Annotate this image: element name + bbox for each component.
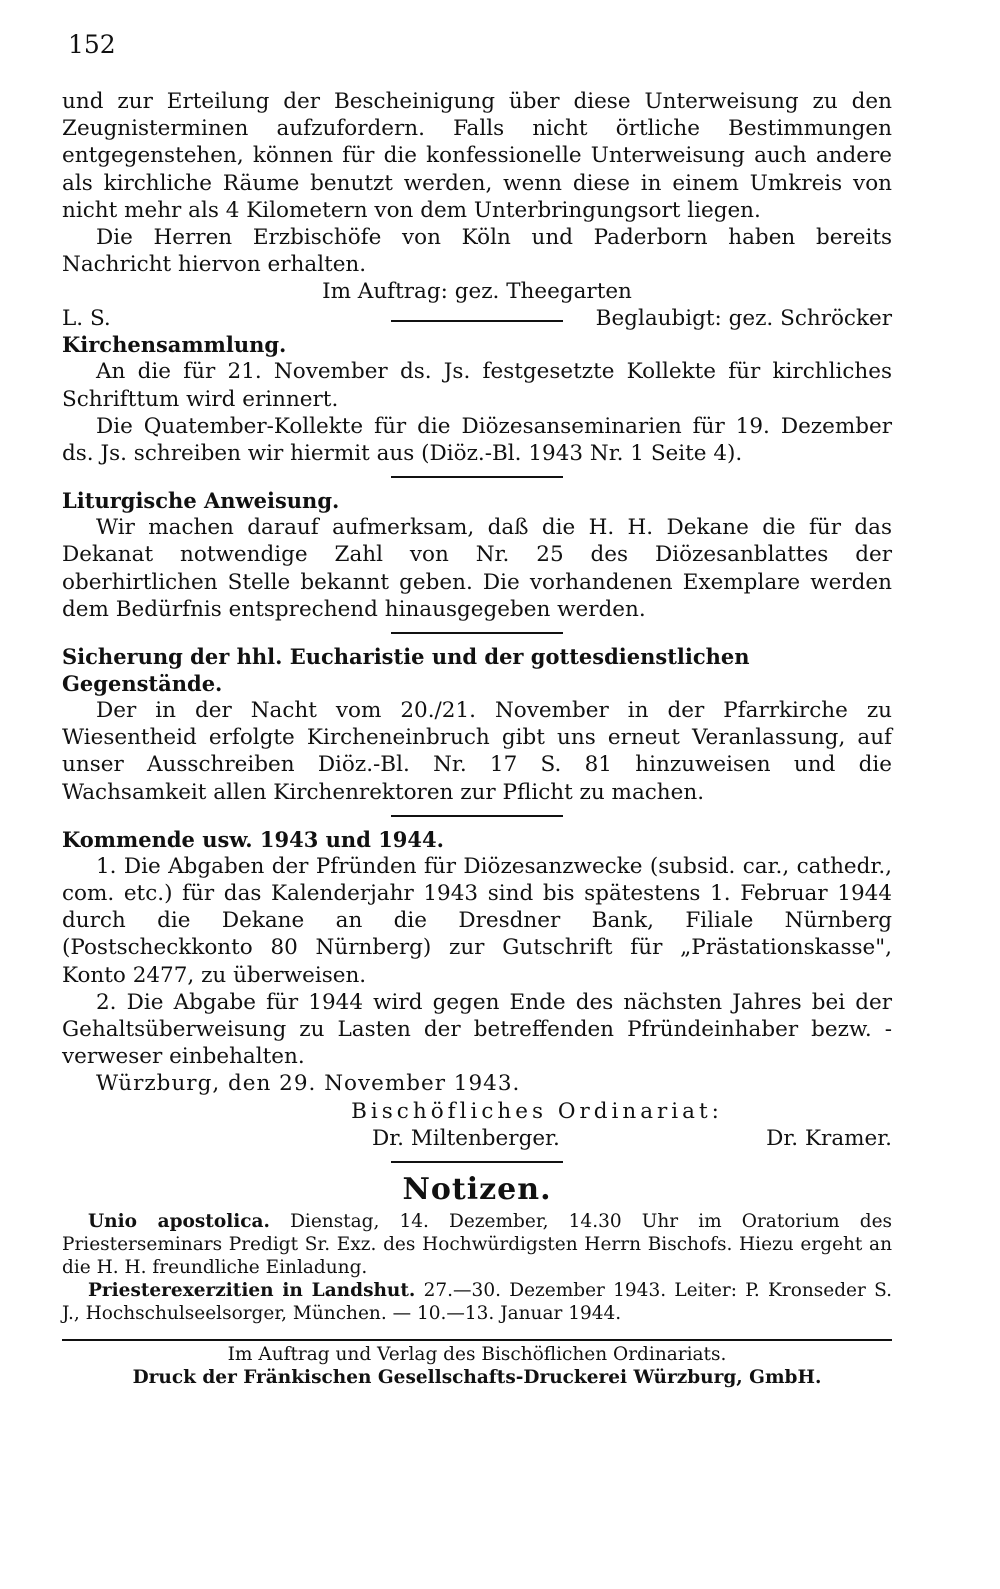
certified-by: Beglaubigt: gez. Schröcker	[595, 306, 892, 332]
section-heading-kirchensammlung: Kirchensammlung.	[62, 332, 287, 358]
notizen-title: Notizen.	[402, 1171, 552, 1207]
signed-line: Im Auftrag: gez. Theegarten	[322, 279, 632, 305]
notice-text: 27.—30. Dezember 1943. Leiter: P. Kronseder S. J., Hochschulseelsorger, München. — 10.—13. Januar 1944.	[62, 1279, 892, 1324]
intro-paragraph: und zur Erteilung der Bescheinigung über diese Unterweisung zu den Zeugnisterminen aufzufordern. Falls nicht örtliche Bestimmungen entgegenstehen, können für die konfessionelle Unterweisung auch andere als kirchliche Räume benutzt werden, wenn diese in einem Umkreis von nicht mehr als 4 Kilometern von dem Unterbringungsort liegen.	[62, 89, 892, 223]
page-number: 152	[68, 30, 116, 59]
footer-divider	[62, 1339, 892, 1341]
signatures-row	[62, 1125, 892, 1152]
imprint-publisher: Im Auftrag und Verlag des Bischöflichen Ordinariats.	[227, 1343, 727, 1365]
imprint-printer: Druck der Fränkischen Gesellschafts-Druckerei Würzburg, GmbH.	[132, 1367, 822, 1389]
section-divider	[391, 632, 563, 634]
notice-text: Dienstag, 14. Dezember, 14.30 Uhr im Oratorium des Priesterseminars Predigt Sr. Exz. des Hochwürdigsten Herrn Bischofs. Hiezu ergeht an die H. H. freundliche Einladung.	[62, 1210, 893, 1278]
kirchensammlung-paragraph-1: An die für 21. November ds. Js. festgesetzte Kollekte für kirchliches Schrifttum wird erinnert.	[62, 359, 892, 412]
notice-lead: Priesterexerzitien in Landshut.	[88, 1279, 416, 1301]
place-date: Würzburg, den 29. November 1943.	[96, 1071, 521, 1097]
kommende-item-1: 1. Die Abgaben der Pfründen für Diözesanzwecke (subsid. car., cathedr., com. etc.) für das Kalenderjahr 1943 sind bis spätestens 1. Februar 1944 durch die Dekane an die Dresdner Bank, Filiale Nürnberg (Postscheckkonto 80 Nürnberg) zur Gutschrift für „Prästationskasse", Konto 2477, zu überweisen.	[62, 853, 892, 988]
signature-miltenberger: Dr. Miltenberger.	[372, 1125, 560, 1151]
liturgisch-paragraph: Wir machen darauf aufmerksam, daß die H. H. Dekane die für das Dekanat notwendige Zahl von Nr. 25 des Diözesanblattes der oberhirtlichen Stelle bekannt geben. Die vorhandenen Exemplare werden dem Bedürfnis entsprechend hinausgegeben werden.	[62, 515, 892, 622]
seal-mark: L. S.	[62, 306, 111, 332]
intro-paragraph-2: Die Herren Erzbischöfe von Köln und Paderborn haben bereits Nachricht hiervon erhalten.	[62, 225, 892, 278]
signature-kramer: Dr. Kramer.	[766, 1125, 892, 1151]
notice-lead: Unio apostolica.	[88, 1210, 270, 1232]
notice-unio-apostolica	[62, 1210, 892, 1279]
kommende-item-2: 2. Die Abgabe für 1944 wird gegen Ende des nächsten Jahres bei der Gehaltsüberweisung zu Lasten der betreffenden Pfründeinhaber bezw. -verweser einbehalten.	[62, 989, 892, 1070]
issuing-office: Bischöfliches Ordinariat:	[351, 1098, 723, 1124]
section-heading-kommende: Kommende usw. 1943 und 1944.	[62, 826, 444, 852]
kirchensammlung-paragraph-2: Die Quatember-Kollekte für die Diözesanseminarien für 19. Dezember ds. Js. schreiben wir hiermit aus (Diöz.-Bl. 1943 Nr. 1 Seite 4).	[62, 413, 892, 467]
section-heading-sicherung: Sicherung der hhl. Eucharistie und der gottesdienstlichen Gegenstände.	[62, 644, 750, 697]
section-divider	[391, 1161, 563, 1163]
notice-exerzitien	[62, 1279, 892, 1325]
sicherung-paragraph: Der in der Nacht vom 20./21. November in der Pfarrkirche zu Wiesentheid erfolgte Kircheneinbruch gibt uns erneut Veranlassung, auf unser Ausschreiben Diöz.-Bl. Nr. 17 S. 81 hinzuweisen und die Wachsamkeit allen Kirchenrektoren zur Pflicht zu machen.	[62, 698, 892, 805]
section-divider	[391, 815, 563, 817]
section-heading-liturgisch: Liturgische Anweisung.	[62, 488, 340, 514]
seal-certification-row	[62, 305, 892, 332]
section-divider	[391, 476, 563, 478]
section-divider	[391, 320, 563, 322]
